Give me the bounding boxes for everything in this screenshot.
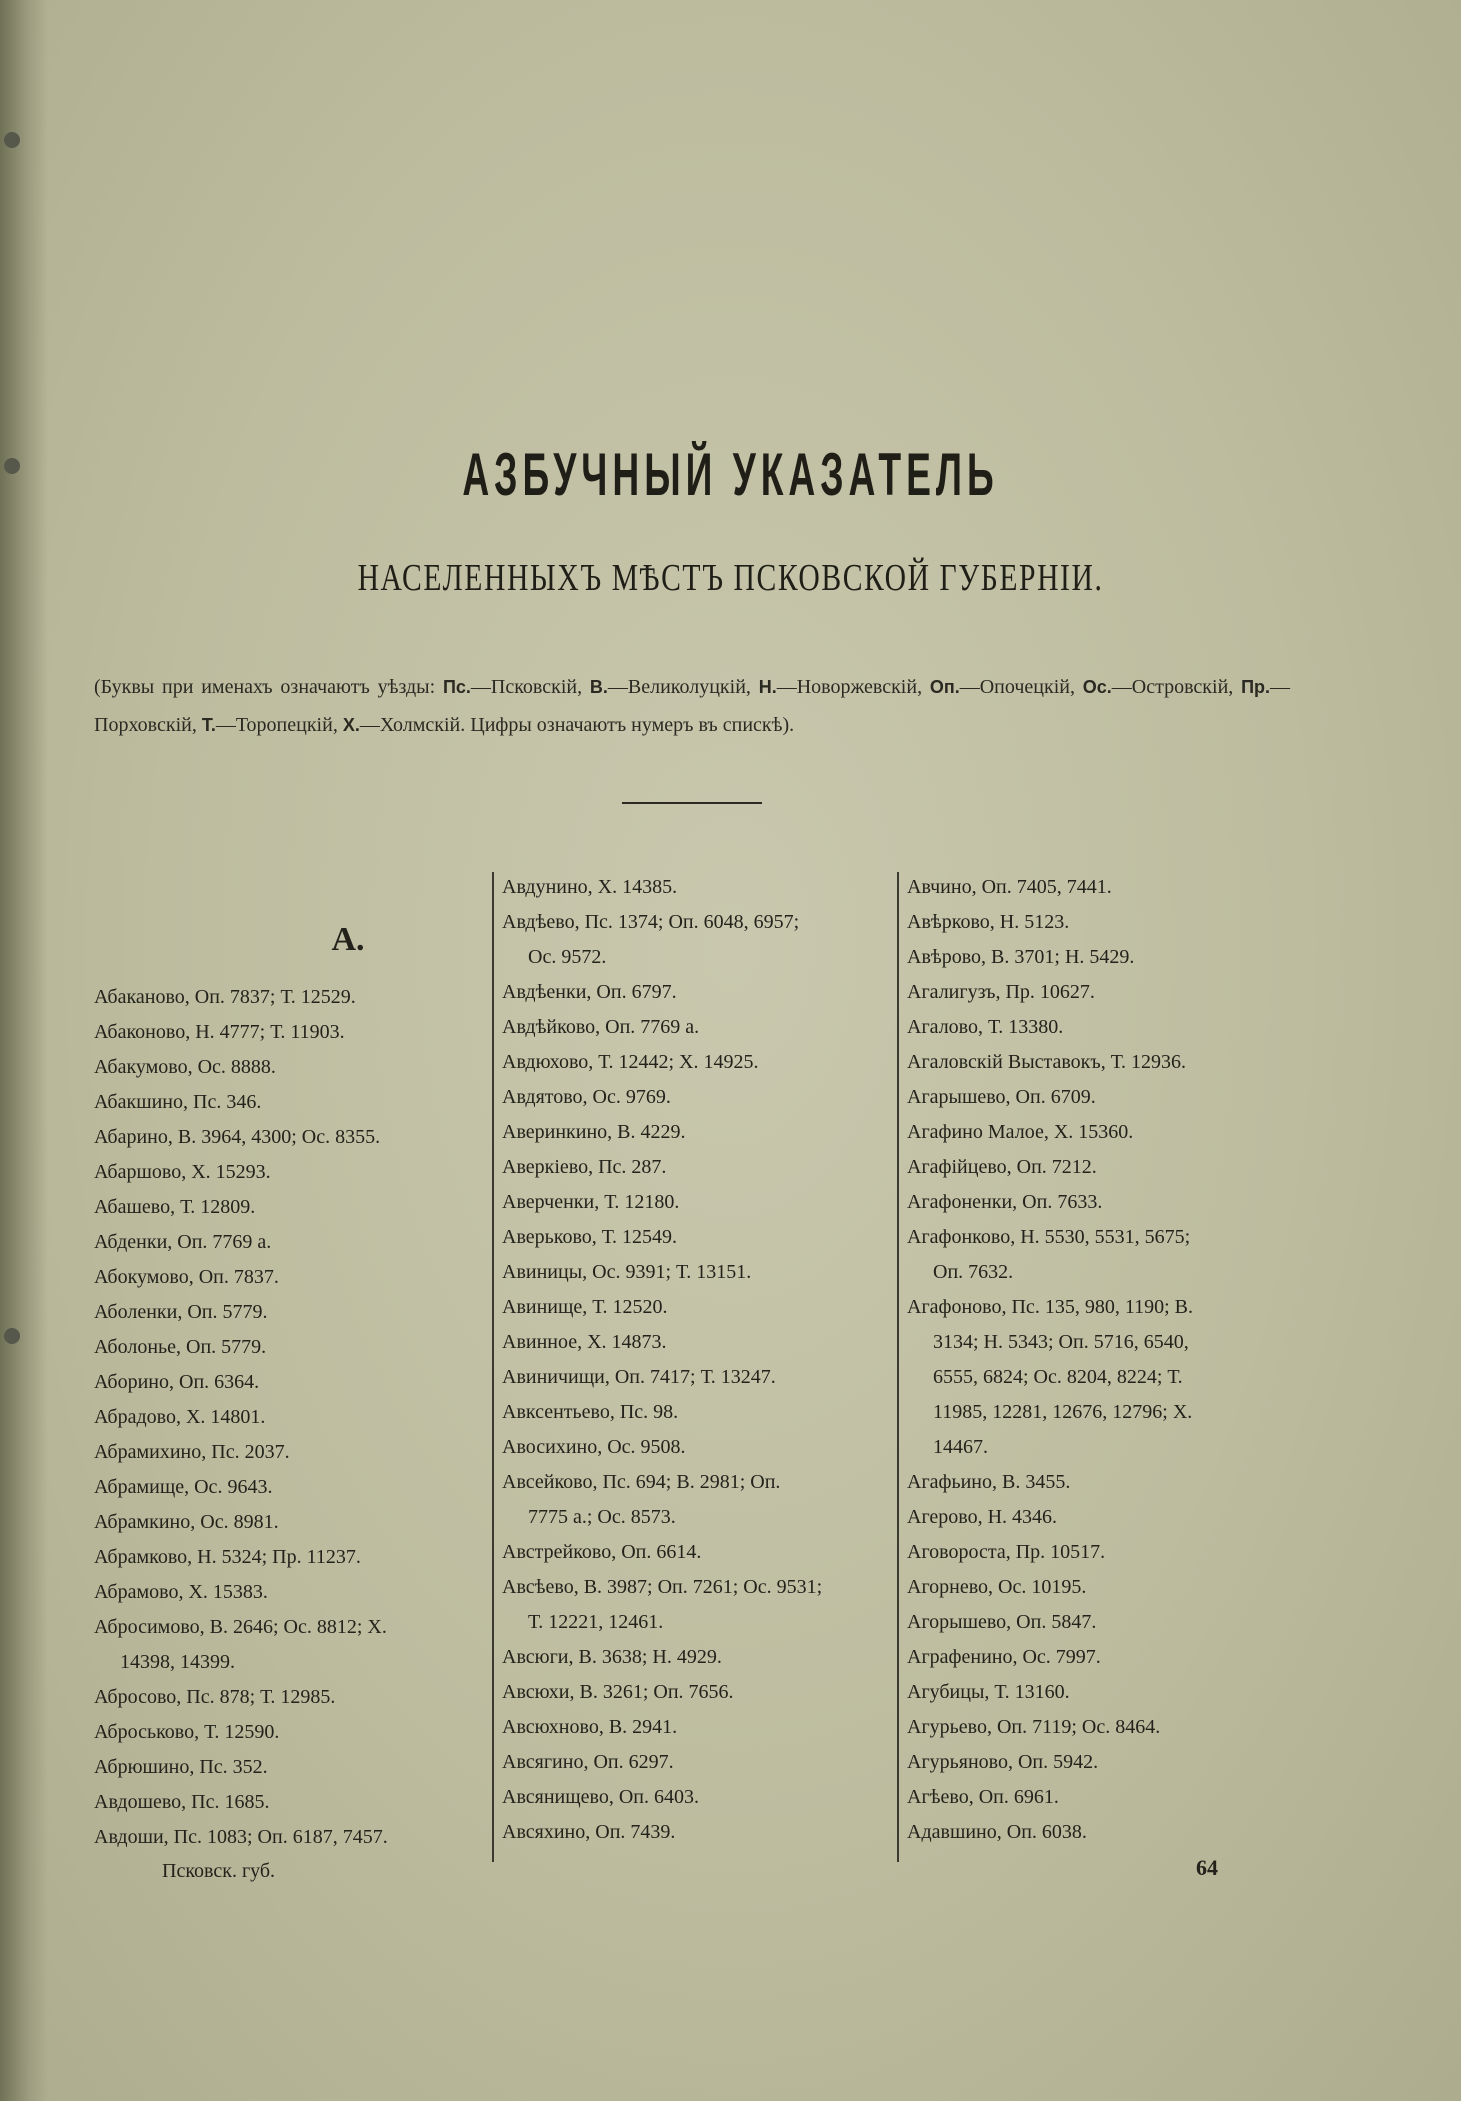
index-entry: Абаршово, Х. 15293.: [94, 1161, 271, 1183]
page-number: 64: [1196, 1855, 1218, 1880]
index-entry: Абарино, В. 3964, 4300; Ос. 8355.: [94, 1126, 381, 1148]
index-entry: Авѣрово, В. 3701; Н. 5429.: [907, 946, 1135, 968]
index-entry: Агубицы, Т. 13160.: [907, 1681, 1070, 1703]
index-entry: Авсѣево, В. 3987; Оп. 7261; Ос. 9531;: [502, 1576, 823, 1598]
district-abbreviation: Пр.: [1241, 677, 1271, 697]
district-abbreviation: Х.: [342, 715, 360, 735]
binding-hole: [4, 1328, 20, 1344]
index-entry: Авчино, Оп. 7405, 7441.: [907, 876, 1112, 898]
index-entry: Абрамкино, Ос. 8981.: [94, 1511, 279, 1533]
binding-hole: [4, 132, 20, 148]
index-entry: Агорышево, Оп. 5847.: [907, 1611, 1097, 1633]
index-entry: Агалово, Т. 13380.: [907, 1016, 1064, 1038]
index-entry-continuation: 14398, 14399.: [120, 1651, 235, 1673]
index-entry: Авдятово, Ос. 9769.: [502, 1086, 671, 1108]
index-entry: Аговороста, Пр. 10517.: [907, 1541, 1106, 1563]
index-entry-continuation: 3134; Н. 5343; Оп. 5716, 6540,: [933, 1331, 1189, 1353]
legend-text: (Буквы при именахъ означаютъ уѣзды:: [94, 676, 443, 698]
index-entry: Агафьино, В. 3455.: [907, 1471, 1071, 1493]
index-entry: Агарышево, Оп. 6709.: [907, 1086, 1096, 1108]
index-entry: Адавшино, Оп. 6038.: [907, 1821, 1087, 1843]
index-entry: Абокумово, Оп. 7837.: [94, 1266, 279, 1288]
index-entry-continuation: 14467.: [933, 1436, 988, 1458]
page-title: АЗБУЧНЫЙ УКАЗАТЕЛЬ: [462, 441, 999, 508]
index-entry: Агѣево, Оп. 6961.: [907, 1786, 1059, 1808]
legend-text: —Островскій,: [1111, 676, 1242, 698]
legend-text: —Новоржевскій,: [776, 676, 930, 698]
index-entry: Абрюшино, Пс. 352.: [94, 1756, 268, 1778]
index-entry: Абрамище, Ос. 9643.: [94, 1476, 273, 1498]
index-entry: Агафоненки, Оп. 7633.: [907, 1191, 1103, 1213]
legend-text: —Опочецкій,: [959, 676, 1083, 698]
index-entry: Авинное, Х. 14873.: [502, 1331, 667, 1353]
index-entry: Агалигузъ, Пр. 10627.: [907, 981, 1095, 1003]
abbreviation-legend: [94, 668, 1290, 744]
index-entry: Аверченки, Т. 12180.: [502, 1191, 680, 1213]
legend-text: —Торопецкій,: [215, 714, 343, 736]
index-column-1: [94, 900, 484, 1855]
legend-text: —Порховскій,: [94, 676, 1291, 736]
binding-edge: [0, 0, 48, 2101]
index-entry: Австрейково, Оп. 6614.: [502, 1541, 702, 1563]
index-entry: Авсейково, Пс. 694; В. 2981; Оп.: [502, 1471, 781, 1493]
index-entry: Авѣрково, Н. 5123.: [907, 911, 1070, 933]
index-entry: Абросово, Пс. 878; Т. 12985.: [94, 1686, 336, 1708]
index-entry: Авсюги, В. 3638; Н. 4929.: [502, 1646, 722, 1668]
divider: [622, 802, 762, 804]
index-entry: Агафоново, Пс. 135, 980, 1190; В.: [907, 1296, 1193, 1318]
index-entry: Аболенки, Оп. 5779.: [94, 1301, 268, 1323]
index-entry: Агафонково, Н. 5530, 5531, 5675;: [907, 1226, 1191, 1248]
page-subtitle: НАСЕЛЕННЫХЪ МѢСТЪ ПСКОВСКОЙ ГУБЕРНІИ.: [357, 557, 1104, 599]
district-abbreviation: В.: [589, 677, 608, 697]
index-entry: Авдѣенки, Оп. 6797.: [502, 981, 677, 1003]
index-entry: Авдошево, Пс. 1685.: [94, 1791, 270, 1813]
index-entry: Аверкіево, Пс. 287.: [502, 1156, 667, 1178]
index-entry: Агафійцево, Оп. 7212.: [907, 1156, 1097, 1178]
index-entry: Абрамково, Н. 5324; Пр. 11237.: [94, 1546, 361, 1568]
index-entry: Авсюхново, В. 2941.: [502, 1716, 678, 1738]
index-entry: Авинище, Т. 12520.: [502, 1296, 668, 1318]
legend-text: —Псковскій,: [470, 676, 590, 698]
index-entry-continuation: 6555, 6824; Ос. 8204, 8224; Т.: [933, 1366, 1183, 1388]
footer-province: Псковск. губ.: [162, 1860, 276, 1882]
index-entry: Авдѣево, Пс. 1374; Оп. 6048, 6957;: [502, 911, 800, 933]
index-entry: Абашево, Т. 12809.: [94, 1196, 256, 1218]
index-entry: Аборино, Оп. 6364.: [94, 1371, 260, 1393]
index-entry-continuation: Оп. 7632.: [933, 1261, 1014, 1283]
index-entry-continuation: 11985, 12281, 12676, 12796; Х.: [933, 1401, 1193, 1423]
index-entry: Авдоши, Пс. 1083; Оп. 6187, 7457.: [94, 1826, 388, 1848]
index-entry: Абрамихино, Пс. 2037.: [94, 1441, 290, 1463]
district-abbreviation: Оп.: [929, 677, 960, 697]
index-entry: Авдюхово, Т. 12442; Х. 14925.: [502, 1051, 759, 1073]
index-entry: Авсянищево, Оп. 6403.: [502, 1786, 699, 1808]
index-entry: Агурьево, Оп. 7119; Ос. 8464.: [907, 1716, 1161, 1738]
index-entry: Абрадово, Х. 14801.: [94, 1406, 266, 1428]
legend-text: —Великолуцкій,: [607, 676, 759, 698]
index-entry: Абаконово, Н. 4777; Т. 11903.: [94, 1021, 345, 1043]
index-entry: Авдунино, Х. 14385.: [502, 876, 678, 898]
index-entry-continuation: Ос. 9572.: [528, 946, 607, 968]
index-entry: Аграфенино, Ос. 7997.: [907, 1646, 1101, 1668]
index-entry: Авиницы, Ос. 9391; Т. 13151.: [502, 1261, 752, 1283]
letter-heading: А.: [331, 921, 365, 958]
index-entry: Аверинкино, В. 4229.: [502, 1121, 686, 1143]
district-abbreviation: Т.: [201, 715, 216, 735]
index-entry: Авсюхи, В. 3261; Оп. 7656.: [502, 1681, 734, 1703]
index-entry: Абакшино, Пс. 346.: [94, 1091, 262, 1113]
index-entry: Абденки, Оп. 7769 а.: [94, 1231, 272, 1253]
column-rule: [897, 872, 899, 1862]
index-entry: Агафино Малое, Х. 15360.: [907, 1121, 1134, 1143]
index-entry: Авсягино, Оп. 6297.: [502, 1751, 674, 1773]
index-entry-continuation: Т. 12221, 12461.: [528, 1611, 664, 1633]
index-entry: Авдѣйково, Оп. 7769 а.: [502, 1016, 700, 1038]
index-entry: Агорнево, Ос. 10195.: [907, 1576, 1087, 1598]
index-entry: Абакумово, Ос. 8888.: [94, 1056, 276, 1078]
column-rule: [492, 872, 494, 1862]
index-entry: Аболонье, Оп. 5779.: [94, 1336, 267, 1358]
index-entry: Агаловскій Выставокъ, Т. 12936.: [907, 1051, 1186, 1073]
legend-text: —Холмскій. Цифры означаютъ нумеръ въ спискѣ).: [359, 714, 795, 736]
index-column-2: [502, 870, 892, 1850]
index-entry: Авксентьево, Пс. 98.: [502, 1401, 679, 1423]
index-entry: Агурьяново, Оп. 5942.: [907, 1751, 1099, 1773]
index-entry-continuation: 7775 а.; Ос. 8573.: [528, 1506, 676, 1528]
binding-hole: [4, 458, 20, 474]
index-entry: Аверьково, Т. 12549.: [502, 1226, 677, 1248]
index-column-3: [907, 870, 1297, 1850]
index-entry: Абаканово, Оп. 7837; Т. 12529.: [94, 986, 356, 1008]
index-entry: Авсяхино, Оп. 7439.: [502, 1821, 676, 1843]
district-abbreviation: Пс.: [442, 677, 471, 697]
index-entry: Аброськово, Т. 12590.: [94, 1721, 280, 1743]
district-abbreviation: Ос.: [1082, 677, 1112, 697]
index-entry: Абросимово, В. 2646; Ос. 8812; Х.: [94, 1616, 387, 1638]
index-entry: Агерово, Н. 4346.: [907, 1506, 1058, 1528]
index-entry: Авосихино, Ос. 9508.: [502, 1436, 686, 1458]
index-entry: Абрамово, Х. 15383.: [94, 1581, 268, 1603]
index-entry: Авиничищи, Оп. 7417; Т. 13247.: [502, 1366, 776, 1388]
district-abbreviation: Н.: [758, 677, 777, 697]
